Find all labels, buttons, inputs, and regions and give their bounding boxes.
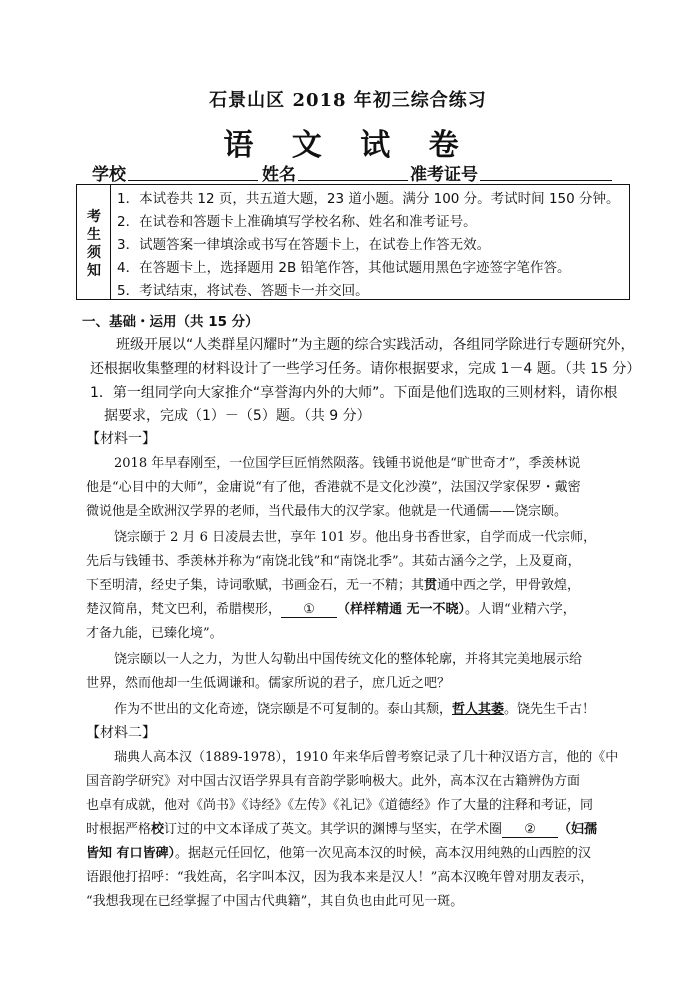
notice-item: 3．试题答案一律填涂或书写在答题卡上，在试卷上作答无效。 <box>117 237 491 253</box>
blank-options-hint: （样样精通 无一不晓） <box>337 602 466 617</box>
notice-label-char: 生 <box>87 227 101 243</box>
text-run: 。人谓“业精六学， <box>465 602 576 617</box>
notice-item: 1．本试卷共 12 页，共五道大题，23 道小题。满分 100 分。考试时间 150 分钟。 <box>117 191 620 207</box>
section-intro-line: 班级开展以“人类群星闪耀时”为主题的综合实践活动，各组同学除进行专题研究外， <box>116 337 635 353</box>
material-1-text-line: 微说他是全欧洲汉学界的老师，当代最伟大的汉学家。他就是一代通儒——饶宗颐。 <box>86 504 568 519</box>
exam-id-label: 准考证号 <box>410 165 478 185</box>
material-1-text-line: 才备九能，已臻化境”。 <box>86 626 223 641</box>
material-1-text-line <box>114 698 595 717</box>
exam-id-field[interactable] <box>480 180 612 181</box>
text-run: 下至明清，经史子集，诗词歌赋，书画金石，无一不精；其 <box>86 578 425 593</box>
exam-subtitle: 石景山区 2018 年初三综合练习 <box>209 90 487 111</box>
material-1-text-line <box>86 574 580 593</box>
material-2-text-line <box>86 842 591 861</box>
notice-label-column <box>77 185 111 299</box>
name-label: 姓名 <box>262 165 296 185</box>
name-field[interactable] <box>298 180 408 181</box>
exam-notice-box <box>76 184 630 300</box>
material-1-text-line: 他是“心目中的大师”，金庸说“有了他，香港就不是文化沙漠”，法国汉学家保罗・戴密 <box>86 480 581 495</box>
section-intro-line: 还根据收集整理的材料设计了一些学习任务。请你根据要求，完成 1－4 题。（共 15 分） <box>90 361 641 377</box>
question-1-line: 1．第一组同学向大家推介“享誉海内外的大师”。下面是他们选取的三则材料，请你根 <box>90 385 618 401</box>
text-run: 作为不世出的文化奇迹，饶宗颐是不可复制的。泰山其颓， <box>114 702 453 717</box>
material-1-text-line: 先后与钱锺书、季羡林并称为“南饶北钱”和“南饶北季”。其茹古涵今之学，上及夏商， <box>86 554 581 569</box>
exam-title: 语 文 试 卷 <box>223 128 473 163</box>
notice-item: 4．在答题卡上，选择题用 2B 铅笔作答，其他试题用黑色字迹签字笔作答。 <box>117 260 571 276</box>
blank-options-hint: （妇孺 <box>558 822 598 837</box>
student-info-row <box>92 160 612 184</box>
material-2-heading: 【材料二】 <box>86 725 156 741</box>
material-1-text-line: 饶宗颐以一人之力，为世人勾勒出中国传统文化的整体轮廓，并将其完美地展示给 <box>114 652 583 667</box>
notice-label-char: 考 <box>87 209 101 225</box>
school-field[interactable] <box>128 180 258 181</box>
material-1-heading: 【材料一】 <box>86 431 156 447</box>
material-1-text-line: 2018 年早春刚至，一位国学巨匠悄然陨落。钱锺书说他是“旷世奇才”，季羡林说 <box>114 456 581 471</box>
material-2-text-line <box>86 818 597 838</box>
text-run: 。饶先生千古！ <box>504 702 596 717</box>
notice-label-char: 知 <box>87 263 101 279</box>
text-run: 通中西之学，甲骨敦煌， <box>437 578 581 593</box>
notice-label-char: 须 <box>87 245 101 261</box>
section-heading: 一、基础・运用（共 15 分） <box>82 314 259 330</box>
text-run: 时根据严格 <box>86 822 152 837</box>
material-1-text-line <box>86 598 576 618</box>
text-run: 楚汉简帛，梵文巴利，希腊楔形， <box>86 602 282 617</box>
emphasized-char: 校 <box>151 822 165 837</box>
blank-options-hint: 皆知 有口皆碑） <box>86 846 176 861</box>
question-1-line: 据要求，完成（1）－（5）题。（共 9 分） <box>104 408 371 424</box>
material-2-text-line: “我想我现在已经掌握了中国古代典籍”，其自负也由此可见一斑。 <box>86 894 464 909</box>
emphasized-char: 贯 <box>424 578 438 593</box>
material-2-text-line: 也卓有成就，他对《尚书》《诗经》《左传》《礼记》《道德经》作了大量的注释和考证，同 <box>86 798 594 813</box>
material-2-text-line: 语跟他打招呼：“我姓高，名字叫本汉，因为我本来是汉人！”高本汉晚年曾对朋友表示， <box>86 870 594 885</box>
school-label: 学校 <box>92 165 126 185</box>
emphasized-phrase: 哲人其萎 <box>452 702 505 717</box>
answer-blank-2[interactable]: ② <box>502 822 558 838</box>
material-1-text-line: 世界，然而他却一生低调谦和。儒家所说的君子，庶几近之吧？ <box>86 676 451 691</box>
notice-item: 2．在试卷和答题卡上准确填写学校名称、姓名和准考证号。 <box>117 214 477 230</box>
material-1-text-line: 饶宗颐于 2 月 6 日凌晨去世，享年 101 岁。他出身书香世家，自学而成一代宗师， <box>114 530 597 545</box>
notice-items <box>117 188 625 303</box>
text-run: 订过的中文本译成了英文。其学识的渊博与坚实，在学术圈 <box>164 822 503 837</box>
notice-item: 5．考试结束，将试卷、答题卡一并交回。 <box>117 283 369 299</box>
answer-blank-1[interactable]: ① <box>281 602 337 618</box>
material-2-text-line: 瑞典人高本汉（1889-1978），1910 年来华后曾考察记录了几十种汉语方言，他的《中 <box>114 750 619 765</box>
text-run: 。据赵元任回忆，他第一次见高本汉的时候，高本汉用纯熟的山西腔的汉 <box>175 846 592 861</box>
material-2-text-line: 国音韵学研究》对中国古汉语学界具有音韵学影响极大。此外，高本汉在古籍辨伪方面 <box>86 774 581 789</box>
